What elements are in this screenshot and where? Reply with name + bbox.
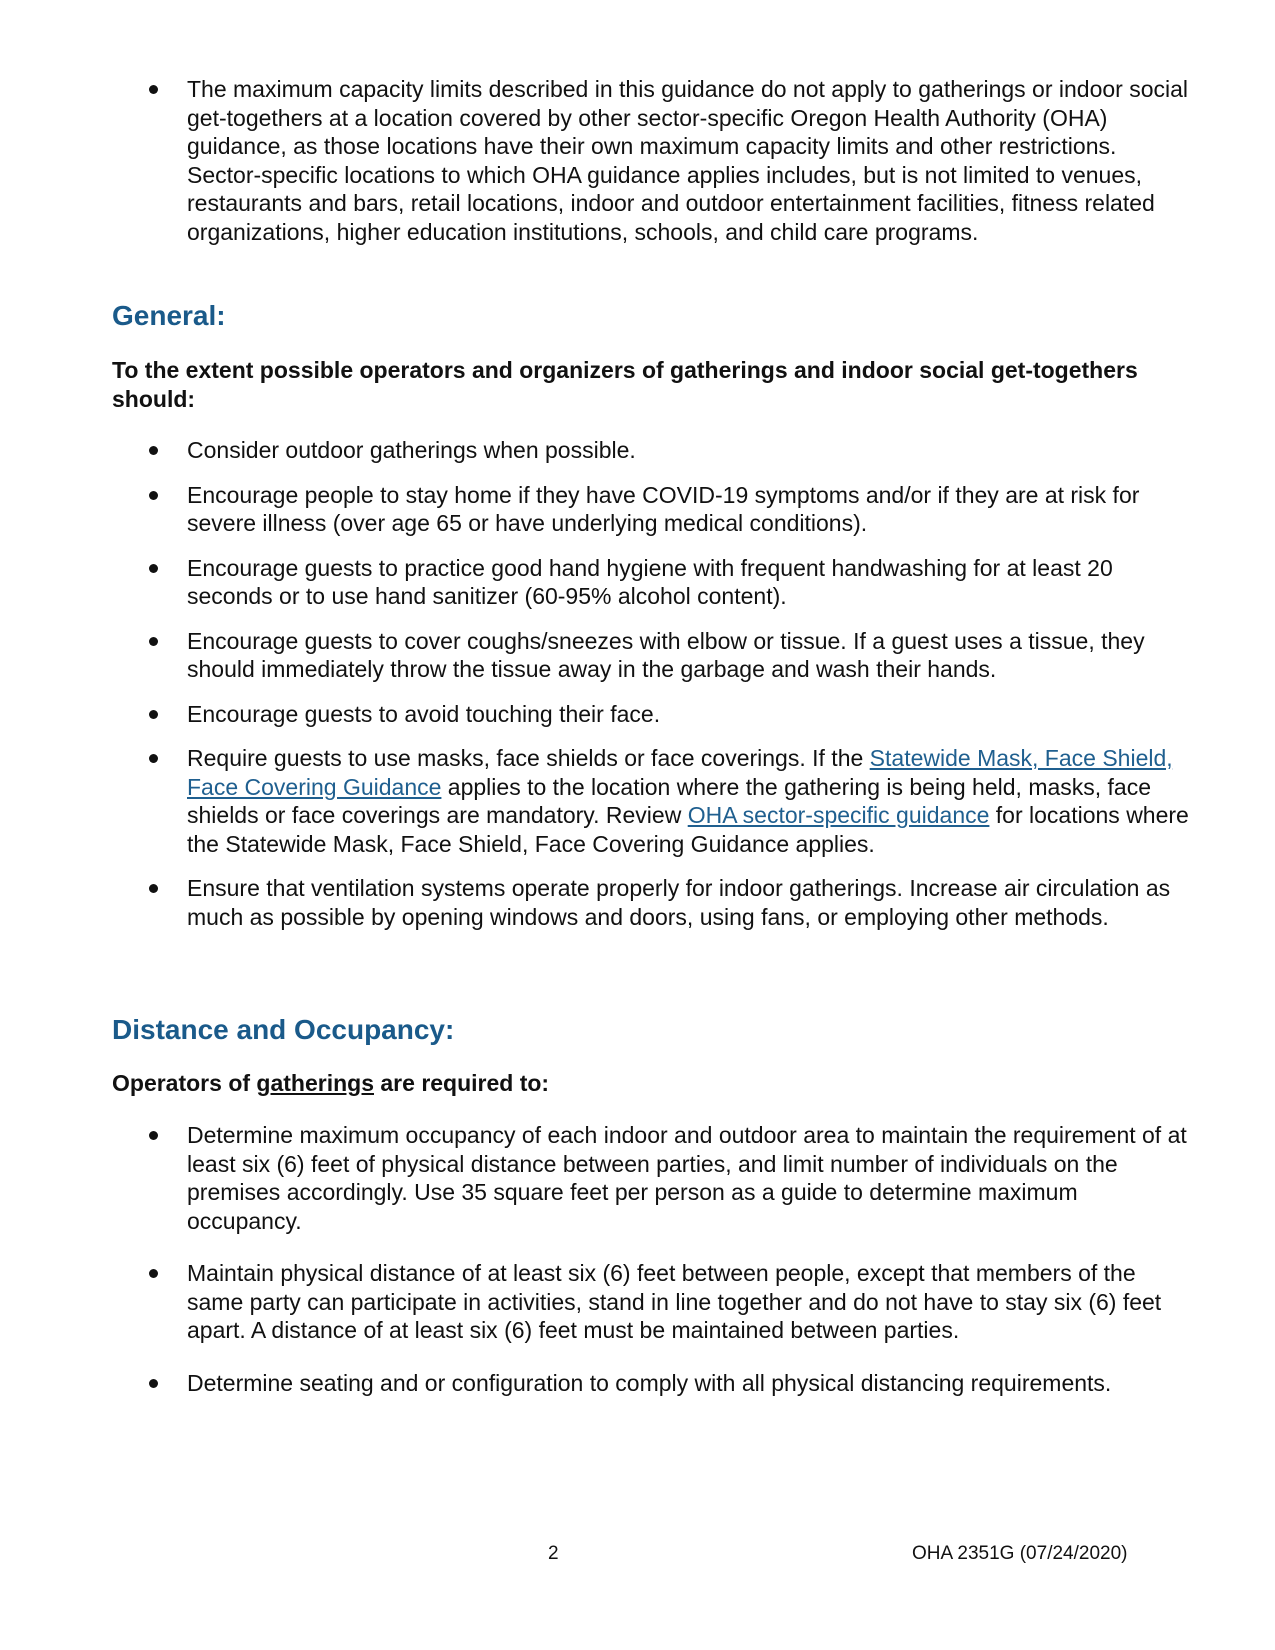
bullet-icon (149, 564, 158, 573)
list-item-text: Ensure that ventilation systems operate properly for indoor gatherings. Increase air circulation as much as possible by opening windows and doors, using fans, or employing other methods. (187, 875, 1171, 930)
bullet-icon (149, 1131, 158, 1140)
list-item-text: Encourage guests to avoid touching their face. (187, 700, 661, 727)
top-bullet-list (112, 75, 1192, 246)
distance-bullet-list (112, 1121, 1192, 1397)
bullet-icon (149, 884, 158, 893)
bullet-icon (149, 491, 158, 500)
general-bullet-list (112, 436, 1192, 931)
section-heading-general: General: (112, 300, 226, 331)
bullet-icon (149, 1269, 158, 1278)
oha-sector-specific-guidance-link[interactable]: OHA sector-specific guidance (687, 802, 990, 828)
bullet-icon (149, 754, 158, 763)
list-item-text: Determine maximum occupancy of each indoor and outdoor area to maintain the requirement of at least six (6) feet of physical distance between parties, and limit number of individuals on the premises accordingly. Use 35 square feet per person as a guide to determine maximum occupancy. (187, 1122, 1187, 1234)
mask-text-part1: Require guests to use masks, face shields or face coverings. If the (187, 745, 870, 771)
statewide-mask-guidance-link[interactable]: Statewide Mask, Face Shield, Face Covering Guidance (187, 745, 1173, 800)
bullet-icon (149, 85, 158, 94)
list-item (112, 1259, 1192, 1345)
distance-intro-prefix: Operators of (112, 1070, 257, 1096)
list-item (112, 627, 1192, 684)
list-item-text: Maintain physical distance of at least six (6) feet between people, except that members of the same party can participate in activities, stand in line together and do not have to stay six (6) feet apart. A distance of at least six (6) feet must be maintained between parties. (187, 1260, 1162, 1343)
list-item-text: Encourage guests to cover coughs/sneezes with elbow or tissue. If a guest uses a tissue, they should immediately throw the tissue away in the garbage and wash their hands. (187, 627, 1145, 682)
list-item-text: Encourage guests to practice good hand hygiene with frequent handwashing for at least 20 seconds or to use hand sanitizer (60-95% alcohol content). (187, 554, 1113, 609)
list-item (112, 436, 1192, 465)
bullet-icon (149, 446, 158, 455)
distance-intro (112, 1069, 1172, 1098)
list-item (112, 1121, 1192, 1235)
list-item (112, 874, 1192, 931)
gatherings-underlined: gatherings (256, 1070, 374, 1096)
section-heading-distance-occupancy: Distance and Occupancy: (112, 1014, 455, 1045)
bullet-icon (149, 637, 158, 646)
mask-list-item (112, 744, 1192, 858)
bullet-icon (149, 1379, 158, 1388)
document-id: OHA 2351G (07/24/2020) (912, 1543, 1128, 1564)
list-item-text: Encourage people to stay home if they have COVID-19 symptoms and/or if they are at risk for severe illness (over age 65 or have underlying medical conditions). (187, 481, 1140, 536)
list-item-text: Consider outdoor gatherings when possible. (187, 437, 636, 463)
list-item (112, 75, 1192, 246)
mask-text-part2: applies to the location where the gathering is being held, masks, face shields or face coverings are mandatory. Review (187, 773, 1152, 828)
list-item-text: Determine seating and or configuration to comply with all physical distancing requirements. (187, 1369, 1112, 1396)
general-intro: To the extent possible operators and organizers of gatherings and indoor social get-togethers should: (112, 357, 1138, 412)
list-item (112, 700, 1192, 729)
list-item (112, 1369, 1192, 1398)
bullet-icon (149, 710, 158, 719)
distance-intro-suffix: are required to: (374, 1070, 550, 1096)
list-item-text: The maximum capacity limits described in this guidance do not apply to gatherings or indoor social get-togethers at a location covered by other sector-specific Oregon Health Authority (OHA) guidance, as those locations have their own maximum capacity limits and other restrictions. Sector-specific locations to which OHA guidance applies includes, but is not limited to venues, restaurants and bars, retail locations, indoor and outdoor entertainment facilities, fitness related organizations, higher education institutions, schools, and child care programs. (187, 76, 1189, 245)
list-item (112, 481, 1192, 538)
mask-text-part3: for locations where the Statewide Mask, Face Shield, Face Covering Guidance applies. (187, 802, 1189, 857)
page-number: 2 (548, 1543, 559, 1564)
list-item (112, 554, 1192, 611)
